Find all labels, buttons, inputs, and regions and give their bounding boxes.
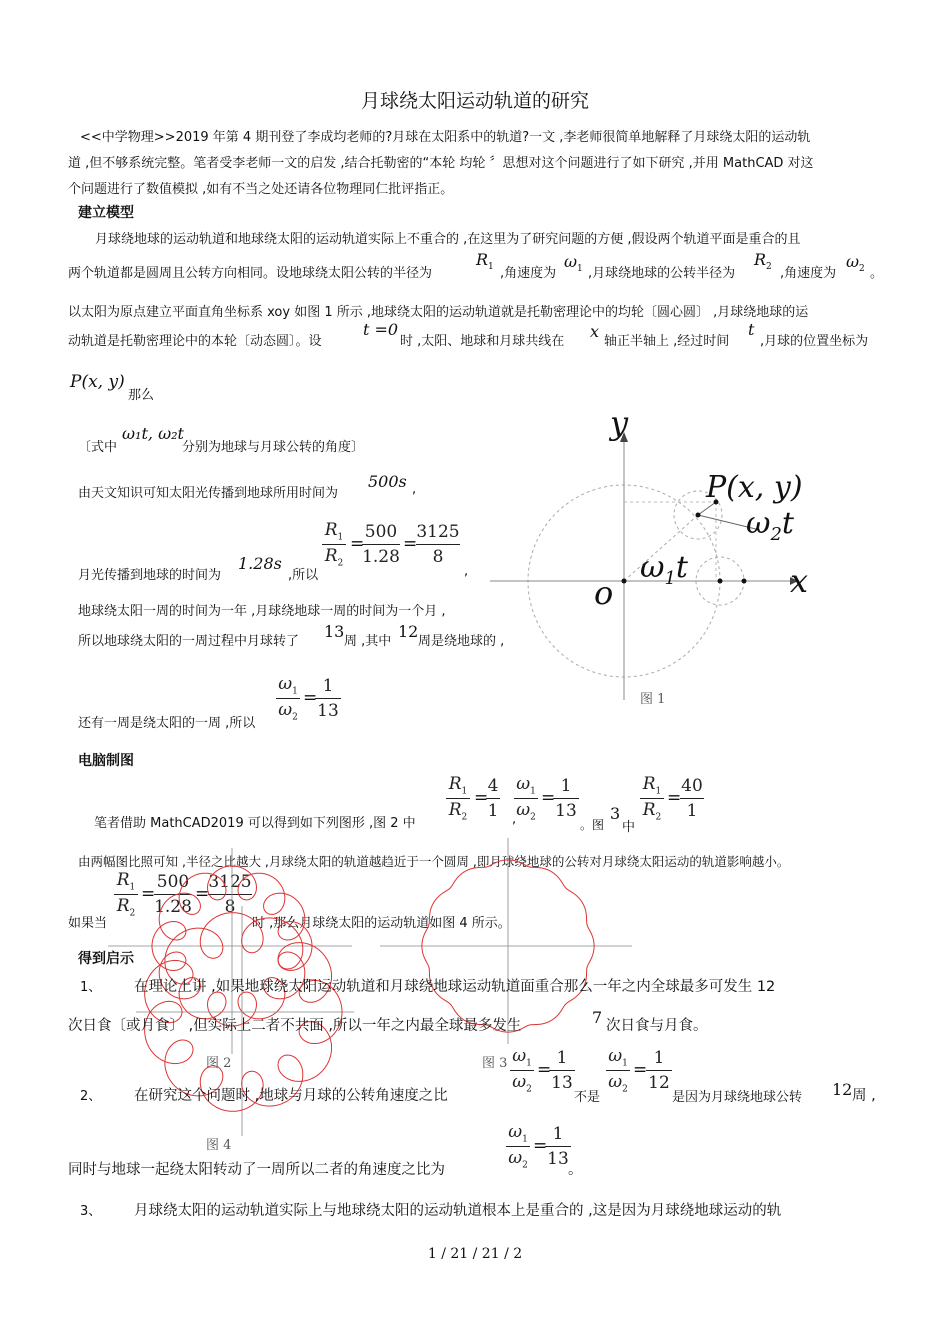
section-heading-plotting: 电脑制图 xyxy=(78,753,134,769)
intro-line-3: 个问题进行了数值模拟 ,如有不当之处还请各位物理同仁批评指正。 xyxy=(68,182,454,197)
fig1-caption: 图 1 xyxy=(640,692,666,707)
intro-line-1: <<中学物理>>2019 年第 4 期刊登了李成均老师的?月球在太阳系中的轨道?一文 ,李老师很简单地解释了月球绕太阳的运动轨 xyxy=(80,130,811,145)
fraction-3125-8: 3125 8 xyxy=(416,522,460,567)
equals-sign: = xyxy=(350,534,365,554)
equals-sign: = xyxy=(303,688,318,708)
para-model-11: 还有一周是绕太阳的一周 ,所以 xyxy=(78,716,256,731)
fraction-w1-w2-i2b: $\omega_1$ $\omega_2$ xyxy=(606,1044,630,1096)
sun-dot xyxy=(622,579,627,584)
math-angles: ω₁t, ω₂t xyxy=(122,424,184,443)
insight-1-line-1: 在理论上讲 ,如果地球绕太阳运动轨道和月球绕地球运动轨道面重合那么一年之内全球最多可发生 12 xyxy=(134,979,776,995)
math-R1: R xyxy=(476,250,489,269)
earth-start-dot xyxy=(718,579,723,584)
fig2-caption: 图 2 xyxy=(206,1056,232,1071)
section-heading-model: 建立模型 xyxy=(78,205,134,221)
insight-2-number: 2、 xyxy=(80,1089,102,1104)
fig1-x-label: x xyxy=(790,562,809,600)
equals-sign: = xyxy=(541,788,556,808)
math-x: x xyxy=(590,322,600,341)
page-title: 月球绕太阳运动轨道的研究 xyxy=(360,90,589,112)
equals-sign: = xyxy=(195,884,210,904)
math-12: 12 xyxy=(398,622,419,641)
fraction-500-1.28-fig4: 500 1.28 xyxy=(154,872,192,917)
para-model-9: 地球绕太阳一周的时间为一年 ,月球绕地球一周的时间为一个月 , xyxy=(78,604,446,619)
fraction-w1-w2: $\omega_1$ $\omega_2$ xyxy=(276,672,300,724)
fig1-o-label: o xyxy=(594,574,614,612)
equals-sign: = xyxy=(474,788,489,808)
math-500s: 500s xyxy=(368,472,407,491)
equals-sign: = xyxy=(141,884,156,904)
fig1-y-label: y xyxy=(610,404,629,442)
equals-sign: = xyxy=(403,534,418,554)
equals-sign: = xyxy=(533,1136,548,1156)
fraction-w1-w2-fig2: $\omega_1$ $\omega_2$ xyxy=(514,772,538,824)
para-plot-2: 由两幅图比照可知 ,半径之比越大 ,月球绕太阳的轨道越趋近于一个圆周 ,即月球绕地球的公转对月球绕太阳运动的轨道影响越小。 xyxy=(78,854,790,869)
fraction-R1-R2-fig3: $R_1$ $R_2$ xyxy=(640,772,664,824)
math-7: 7 xyxy=(592,1008,603,1027)
earth-dot xyxy=(696,513,701,518)
math-omega2: ω xyxy=(846,252,860,271)
para-model-3: 以太阳为原点建立平面直角坐标系 xoy 如图 1 所示 ,地球绕太阳的运动轨道就是托勒密理论中的均轮〔圆心圆〕 ,月球绕地球的运 xyxy=(68,305,809,320)
fig1-w2t-label: $\omega_2t$ xyxy=(746,506,794,545)
math-t: t xyxy=(748,320,755,339)
fig4-caption: 图 4 xyxy=(206,1138,232,1153)
fraction-3125-8-fig4: 3125 8 xyxy=(208,872,252,917)
fig1-p-label: P(x, y) xyxy=(706,470,803,505)
fraction-1-13-fig2: 1 13 xyxy=(553,772,579,824)
fig3-caption: 图 3 xyxy=(482,1056,508,1071)
equals-sign: = xyxy=(537,1060,552,1080)
fraction-1-13: 1 13 xyxy=(315,672,341,724)
insight-1-number: 1、 xyxy=(80,980,102,995)
fraction-R1-R2-fig4: $R_1$ $R_2$ xyxy=(114,868,138,920)
equals-sign: = xyxy=(667,788,682,808)
fraction-1-13-i2a: 1 13 xyxy=(549,1044,575,1096)
math-1-28s: 1.28s xyxy=(238,554,282,573)
insight-3-line-1: 月球绕太阳的运动轨道实际上与地球绕太阳的运动轨道根本上是重合的 ,这是因为月球绕地球运动的轨 xyxy=(134,1203,782,1219)
math-13: 13 xyxy=(324,622,345,641)
insight-3-number: 3、 xyxy=(80,1204,102,1219)
fraction-1-13-i2c: 1 13 xyxy=(545,1120,571,1172)
equals-sign: = xyxy=(633,1060,648,1080)
fraction-R1-R2-fig2: $R_1$ $R_2$ xyxy=(446,772,470,824)
math-R2: R xyxy=(754,250,767,269)
fig1-w1t-label: $\omega_1t$ xyxy=(640,550,688,589)
math-t-equals-0: t =0 xyxy=(363,320,399,339)
math-omega1: ω xyxy=(564,252,578,271)
intro-line-2: 道 ,但不够系统完整。笔者受李老师一文的启发 ,结合托勒密的“本轮 均轮 〞思想对这个问题进行了如下研究 ,并用 MathCAD 对这 xyxy=(68,156,814,171)
moon-start-dot xyxy=(742,579,747,584)
para-model-1: 月球绕地球的运动轨道和地球绕太阳的运动轨道实际上不重合的 ,在这里为了研究问题的方便 ,假设两个轨道平面是重合的且 xyxy=(95,232,801,247)
section-heading-insights: 得到启示 xyxy=(78,951,134,967)
fraction-R1-R2: $R_1$ $R_2$ xyxy=(322,518,346,570)
math-12-b: 12 xyxy=(832,1080,853,1099)
page-footer: 1 / 21 / 21 / 2 xyxy=(427,1246,523,1262)
fraction-w1-w2-i2c: $\omega_1$ $\omega_2$ xyxy=(506,1120,530,1172)
fraction-w1-w2-i2a: $\omega_1$ $\omega_2$ xyxy=(510,1044,534,1096)
fraction-1-12: 1 12 xyxy=(646,1044,672,1096)
math-P-xy: P(x, y) xyxy=(70,372,125,392)
fraction-40-1: 40 1 xyxy=(681,776,703,821)
fraction-500-1.28: 500 1.28 xyxy=(362,522,400,567)
fraction-4-1: 4 1 xyxy=(487,776,499,821)
